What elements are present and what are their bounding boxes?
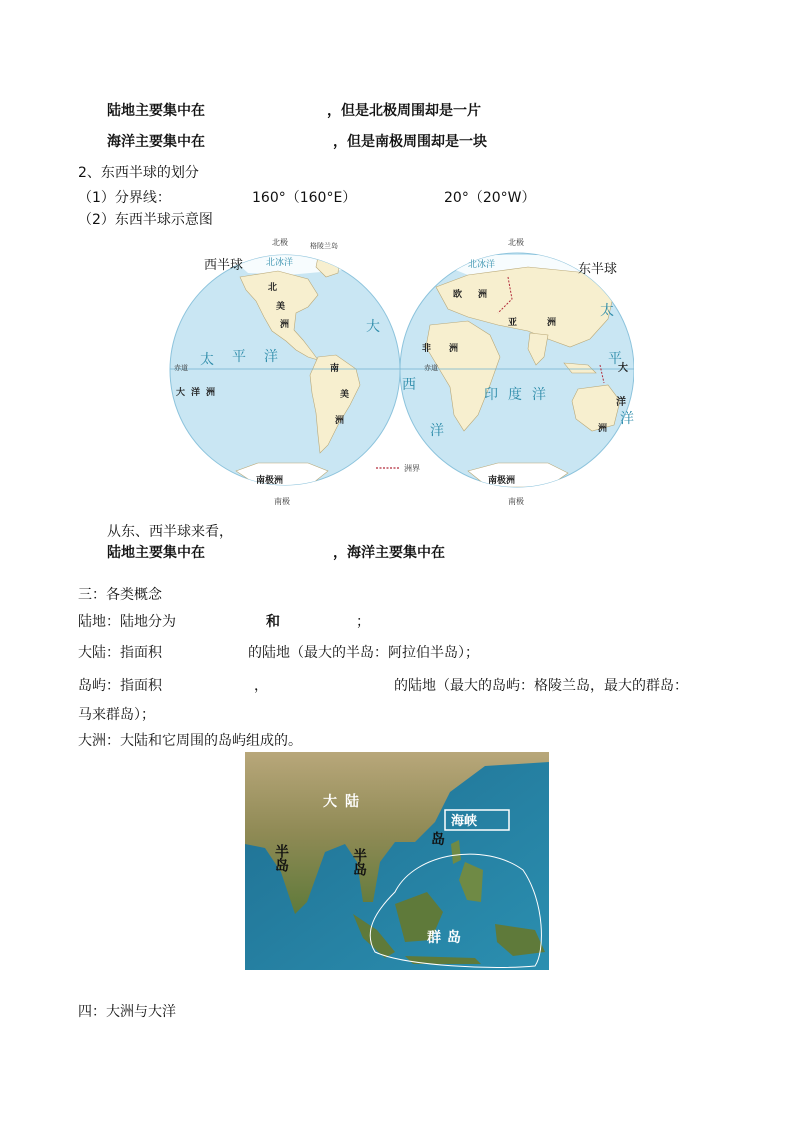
- atlantic-label-west: 大: [366, 319, 380, 335]
- africa-label: 非洲: [422, 344, 477, 354]
- text: ，海洋主要集中在: [333, 545, 445, 561]
- australia-label: 洲: [598, 424, 608, 434]
- east-antarctica-label: 南极洲: [488, 476, 516, 486]
- legend-label: 洲界: [404, 464, 420, 473]
- east-south-pole-label: 南极: [508, 497, 524, 506]
- line-island-cont: 马来群岛）；: [78, 707, 155, 723]
- text: 陆地：陆地分为: [78, 614, 176, 630]
- pacific-label-3: 洋: [264, 349, 278, 365]
- east-pacific-label-3: 洋: [620, 411, 634, 427]
- sa-label-3: 洲: [335, 416, 345, 426]
- text: 的陆地（最大的岛屿：格陵兰岛，最大的群岛：: [394, 678, 688, 694]
- label-peninsula-a-1: 半岛: [273, 844, 289, 872]
- atlantic-label-east-1: 西: [402, 377, 416, 393]
- text: 陆地主要集中在: [107, 545, 205, 561]
- line-diagram-title: （2）东西半球示意图: [78, 212, 213, 228]
- sa-label-1: 南: [330, 364, 340, 374]
- east-equator-label: 赤道: [424, 364, 438, 372]
- label-archipelago: 群岛: [427, 930, 467, 946]
- hemisphere-map: [168, 235, 634, 510]
- pacific-label-2: 平: [232, 349, 246, 365]
- text: ，但是北极周围却是一片: [327, 103, 481, 119]
- sa-label-2: 美: [340, 390, 350, 400]
- west-antarctica-label: 南极洲: [256, 476, 284, 486]
- east-pacific-label-1: 太: [600, 303, 614, 319]
- na-label-3: 洲: [280, 320, 290, 330]
- na-label-1: 北: [268, 283, 278, 293]
- oceania-label: 大洋洲: [176, 388, 222, 398]
- east-north-pole-label: 北极: [508, 238, 524, 247]
- geography-photo: [245, 752, 549, 970]
- text: 岛屿：指面积: [78, 678, 162, 694]
- atlantic-label-east-2: 洋: [430, 423, 444, 439]
- text: 和: [266, 614, 280, 630]
- east-pacific-label-2: 平: [608, 351, 622, 367]
- section-4-heading: 四：大洲与大洋: [78, 1004, 176, 1020]
- text: ；: [356, 614, 370, 630]
- text: （1）分界线：: [78, 190, 171, 206]
- line-from-hemispheres: 从东、西半球来看，: [107, 524, 233, 540]
- label-continent: 大陆: [323, 794, 367, 810]
- western-hemisphere: [168, 237, 402, 506]
- na-label-2: 美: [276, 302, 286, 312]
- label-peninsula-b: 半岛: [351, 848, 367, 876]
- oceania-label-east-2: 洋: [616, 397, 626, 408]
- text: ，但是南极周围却是一块: [333, 134, 487, 150]
- line-continent-def: 大洲：大陆和它周围的岛屿组成的。: [78, 733, 302, 749]
- greenland-label: 格陵兰岛: [310, 242, 338, 250]
- west-hemisphere-title: 西半球: [204, 258, 244, 273]
- text: 160°（160°E）: [252, 190, 357, 206]
- eastern-hemisphere: [376, 237, 634, 506]
- west-arctic-label: 北冰洋: [266, 258, 294, 268]
- label-island: 岛: [431, 832, 445, 848]
- text: 陆地主要集中在: [107, 103, 205, 119]
- text: 20°（20°W）: [444, 190, 536, 206]
- text: 的陆地（最大的半岛：阿拉伯半岛）；: [248, 645, 479, 661]
- pacific-label-1: 太: [200, 352, 214, 368]
- text: 大陆：指面积: [78, 645, 162, 661]
- asia-label: 亚洲: [508, 318, 587, 328]
- oceania-label-east-1: 大: [618, 363, 628, 374]
- west-south-pole-label: 南极: [274, 497, 290, 506]
- east-hemisphere-title: 东半球: [578, 262, 618, 277]
- legend: [376, 463, 420, 473]
- indian-ocean-label: 印度洋: [484, 387, 556, 403]
- text: 海洋主要集中在: [107, 134, 205, 150]
- west-equator-label: 赤道: [174, 364, 188, 372]
- west-north-pole-label: 北极: [272, 238, 288, 247]
- text: ，: [254, 678, 268, 694]
- section-3-heading: 三：各类概念: [78, 587, 162, 603]
- east-arctic-label: 北冰洋: [468, 260, 496, 270]
- europe-label: 欧洲: [453, 290, 504, 300]
- section-2-heading: 2、东西半球的划分: [78, 165, 199, 181]
- label-strait: 海峡: [451, 814, 478, 829]
